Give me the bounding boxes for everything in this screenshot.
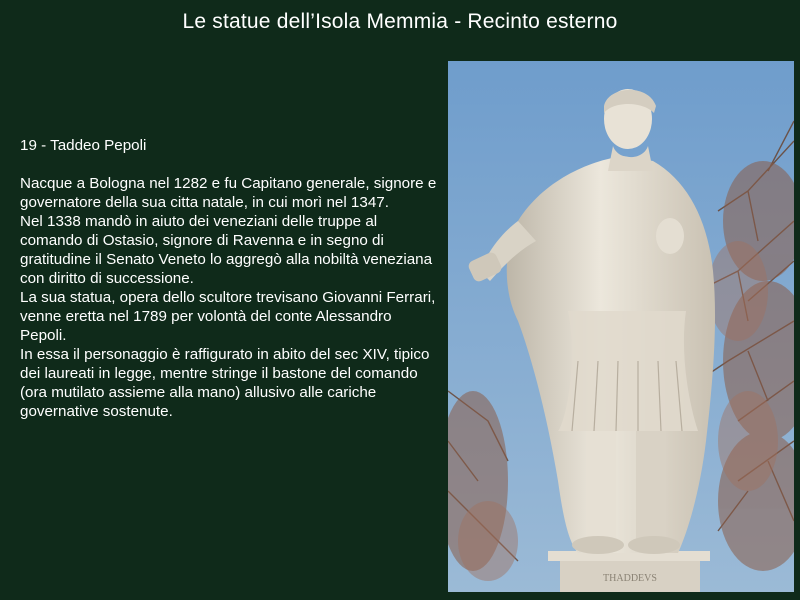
plinth-inscription: THADDEVS	[603, 573, 657, 584]
description-text	[20, 136, 440, 421]
paragraph-attire: In essa il personaggio è raffigurato in abito del sec XIV, tipico dei laureati in legge, mentre stringe il bastone del comando (ora mutilato assieme alla mano) allusivo alle cariche governative sostenute.	[20, 346, 430, 420]
statue-heading: 19 - Taddeo Pepoli	[20, 137, 147, 154]
slide-title: Le statue dell’Isola Memmia - Recinto esterno	[182, 10, 618, 33]
paragraph-venice: Nel 1338 mandò in aiuto dei veneziani delle truppe al comando di Ostasio, signore di Ravenna e in segno di gratitudine il Senato Veneto lo aggregò alla nobiltà veneziana con diritto di successione.	[20, 213, 433, 287]
statue-photo	[448, 61, 794, 592]
paragraph-statue: La sua statua, opera dello scultore trevisano Giovanni Ferrari, venne eretta nel 1789 per volontà del conte Alessandro Pepoli.	[20, 289, 436, 344]
paragraph-birth: Nacque a Bologna nel 1282 e fu Capitano generale, signore e governatore della sua citta natale, in cui morì nel 1347.	[20, 175, 437, 211]
